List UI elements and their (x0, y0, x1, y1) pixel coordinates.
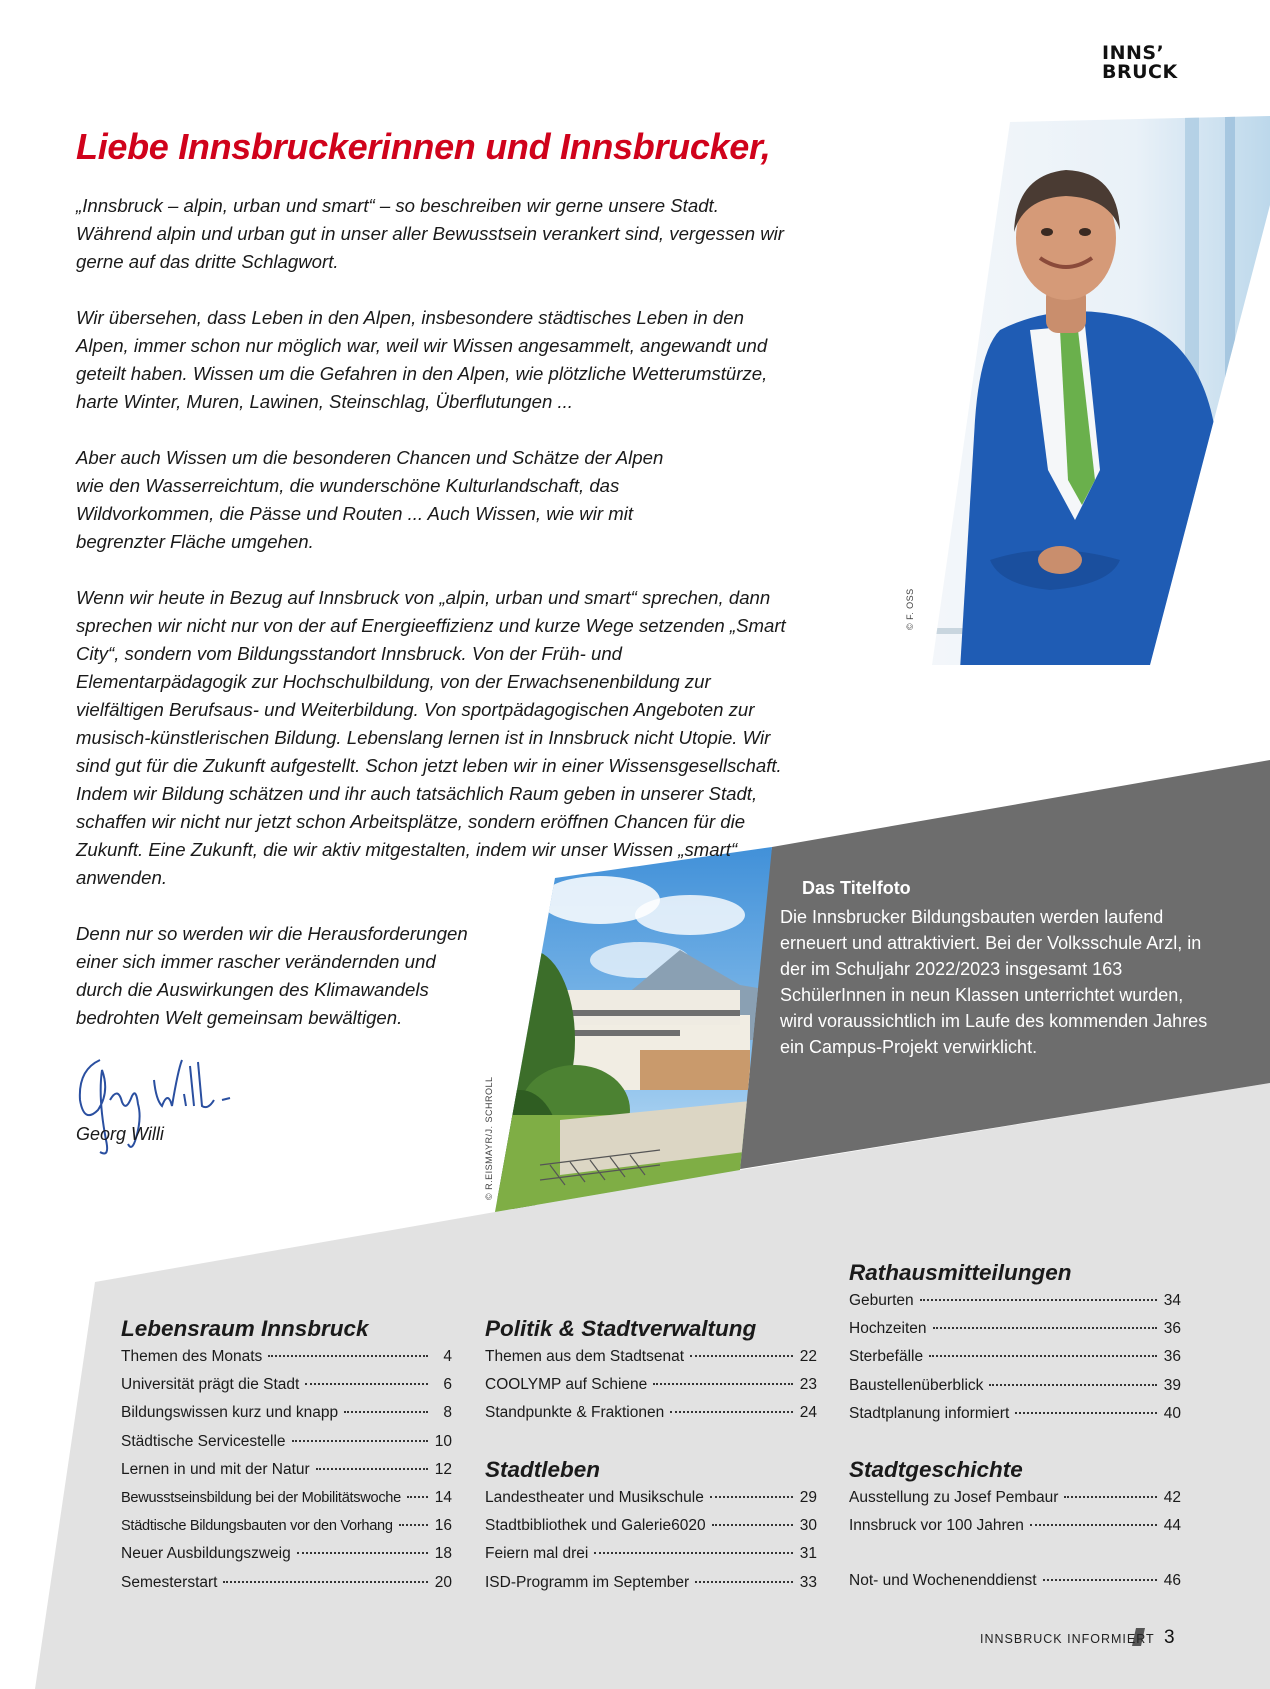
logo-line-1: INNS’ (1102, 42, 1165, 64)
toc-dots (690, 1355, 793, 1357)
toc-dots (712, 1524, 793, 1526)
toc-dots (1030, 1524, 1157, 1526)
toc-entry-page: 31 (799, 1545, 817, 1563)
toc-entry-label: Bewusstseinsbildung bei der Mobilitätswoche (121, 1489, 401, 1506)
toc-dots (695, 1581, 793, 1583)
toc-entry-label: Baustellenüberblick (849, 1376, 984, 1394)
toc-section-rathaus (849, 1260, 1181, 1433)
toc-dots (399, 1524, 428, 1526)
toc-entry[interactable] (121, 1517, 452, 1545)
toc-entry-page: 14 (434, 1488, 452, 1506)
toc-entry[interactable] (849, 1572, 1181, 1600)
innsbruck-logo (1102, 44, 1178, 82)
toc-dots (292, 1440, 428, 1442)
toc-dots (268, 1355, 428, 1357)
toc-section-geschichte (849, 1457, 1181, 1545)
toc-heading: Stadtleben (485, 1457, 601, 1482)
toc-entry-page: 6 (443, 1376, 452, 1394)
toc-entry-page: 23 (799, 1376, 817, 1394)
toc-dots (1043, 1579, 1157, 1581)
toc-entry-page: 16 (434, 1517, 452, 1535)
toc-entry[interactable] (485, 1489, 817, 1517)
toc-entry-page: 8 (443, 1404, 452, 1422)
toc-entry-label: ISD-Programm im September (485, 1573, 690, 1591)
toc-entry[interactable] (121, 1461, 452, 1489)
toc-dots (305, 1383, 428, 1385)
toc-entry-label: Bildungswissen kurz und knapp (121, 1404, 339, 1422)
toc-dots (989, 1384, 1157, 1386)
toc-entry[interactable] (121, 1404, 452, 1432)
toc-entry-label: Neuer Ausbildungszweig (121, 1545, 291, 1563)
toc-entry-label: Landestheater und Musikschule (485, 1489, 704, 1506)
toc-entry-label: Innsbruck vor 100 Jahren (849, 1517, 1024, 1535)
toc-section-extra (849, 1572, 1181, 1600)
toc-dots (1064, 1496, 1157, 1498)
toc-entry[interactable] (121, 1376, 452, 1404)
toc-entry-label: Standpunkte & Fraktionen (485, 1404, 665, 1422)
toc-section-stadtleben (485, 1457, 817, 1602)
toc-dots (710, 1496, 793, 1498)
toc-heading: Politik & Stadtverwaltung (485, 1316, 757, 1341)
toc-entry-label: COOLYMP auf Schiene (485, 1376, 648, 1394)
toc-entry[interactable] (849, 1348, 1181, 1376)
letter-paragraph-5: Denn nur so werden wir die Herausforderungen einer sich immer rascher verändernden und durch die Auswirkungen des Klimawandels bedrohten Welt gemeinsam bewältigen. (76, 923, 468, 1028)
toc-dots (223, 1581, 428, 1583)
letter-paragraph-2: Wir übersehen, dass Leben in den Alpen, insbesondere städtisches Leben in den Alpen, immer schon nur möglich war, weil wir Wissen angesammelt, angewandt und geteilt haben. Wissen um die Gefahren in den Alpen, wie plötzliche Wetterumstürze, harte Winter, Muren, Lawinen, Steinschlag, Überflutungen ... (76, 307, 768, 412)
toc-entry-label: Städtische Bildungsbauten vor den Vorhang (121, 1518, 393, 1535)
toc-entry[interactable] (485, 1574, 817, 1602)
toc-entry-label: Stadtplanung informiert (849, 1404, 1010, 1422)
toc-heading: Rathausmitteilungen (849, 1260, 1072, 1285)
toc-dots (297, 1552, 428, 1554)
toc-entry[interactable] (121, 1545, 452, 1573)
toc-entry[interactable] (849, 1405, 1181, 1433)
toc-entry-page: 44 (1163, 1517, 1181, 1535)
toc-entry[interactable] (485, 1404, 817, 1432)
toc-entry-page: 36 (1163, 1348, 1181, 1366)
school-photo-credit: © R.EISMAYR/J. SCHROLL (484, 1076, 494, 1200)
toc-entry-page: 12 (434, 1460, 452, 1478)
toc-entry-page: 24 (799, 1404, 817, 1422)
toc-dots (670, 1411, 793, 1413)
toc-heading: Stadtgeschichte (849, 1457, 1023, 1482)
toc-entry[interactable] (121, 1433, 452, 1461)
toc-entry[interactable] (121, 1574, 452, 1602)
toc-entry[interactable] (849, 1517, 1181, 1545)
toc-section-politik (485, 1316, 817, 1433)
toc-entry-page: 20 (434, 1573, 452, 1591)
toc-entry-page: 4 (443, 1348, 452, 1365)
toc-entry-page: 22 (799, 1348, 817, 1365)
toc-entry[interactable] (121, 1348, 452, 1376)
letter-paragraph-3: Aber auch Wissen um die besonderen Chancen und Schätze der Alpen wie den Wasserreichtum, die wunderschöne Kulturlandschaft, das Wildvorkommen, die Pässe und Routen ... Auch Wissen, wie wir mit begrenzter Fläche umgehen. (76, 447, 664, 552)
caption-title: Das Titelfoto (802, 878, 911, 898)
toc-entry-label: Städtische Servicestelle (121, 1432, 286, 1450)
toc-entry-label: Lernen in und mit der Natur (121, 1460, 310, 1478)
toc-entry-page: 34 (1163, 1292, 1181, 1309)
toc-entry[interactable] (849, 1377, 1181, 1405)
toc-entry-page: 40 (1163, 1404, 1181, 1422)
toc-dots (594, 1552, 793, 1554)
toc-entry-label: Stadtbibliothek und Galerie6020 (485, 1517, 706, 1535)
toc-entry-page: 42 (1163, 1489, 1181, 1506)
toc-entry[interactable] (849, 1292, 1181, 1320)
toc-entry[interactable] (485, 1545, 817, 1573)
toc-entry-label: Sterbefälle (849, 1348, 924, 1366)
toc-entry-page: 30 (799, 1517, 817, 1535)
toc-entry-label: Hochzeiten (849, 1320, 927, 1338)
toc-heading: Lebensraum Innsbruck (121, 1316, 369, 1341)
footer-label: INNSBRUCK INFORMIERT (980, 1632, 1155, 1646)
toc-entry-label: Geburten (849, 1292, 914, 1309)
toc-dots (920, 1299, 1157, 1301)
toc-entry-page: 39 (1163, 1376, 1181, 1394)
toc-entry-label: Universität prägt die Stadt (121, 1376, 300, 1394)
toc-entry[interactable] (485, 1376, 817, 1404)
toc-entry[interactable] (485, 1517, 817, 1545)
toc-entry-label: Themen des Monats (121, 1348, 263, 1365)
toc-dots (1015, 1412, 1157, 1414)
toc-entry-label: Themen aus dem Stadtsenat (485, 1348, 685, 1365)
page-heading: Liebe Innsbruckerinnen und Innsbrucker, (76, 126, 771, 167)
toc-dots (407, 1496, 428, 1498)
toc-entry-page: 18 (434, 1545, 452, 1563)
toc-entry[interactable] (849, 1489, 1181, 1517)
editorial-letter (76, 192, 796, 1032)
toc-entry[interactable] (485, 1348, 817, 1376)
letter-paragraph-4: Wenn wir heute in Bezug auf Innsbruck von „alpin, urban und smart“ sprechen, dann sprechen wir nicht nur von der auf Energieeffizienz und kurze Wege setzenden „Smart City“, sondern vom Bildungsstandort Innsbruck. Von der Früh- und Elementarpädagogik zur Hochschulbildung, von der Erwachsenenbildung zur vielfältigen Berufsaus- und Weiterbildung. Von sportpädagogischen Angeboten zur musisch-künstlerischen Bildung. Lebenslang lernen ist in Innsbruck nicht Utopie. Wir sind gut für die Zukunft aufgestellt. Schon jetzt leben wir in einer Wissensgesellschaft. Indem wir Bildung schätzen und ihr auch tatsächlich Raum geben in unserer Stadt, schaffen wir nicht nur jetzt schon Arbeitsplätze, sondern eröffnen Chancen für die Zukunft. Eine Zukunft, die wir aktiv mitgestalten, indem wir unser Wissen „smart“ anwenden. (76, 587, 786, 888)
toc-entry-page: 33 (799, 1573, 817, 1591)
toc-entry-label: Feiern mal drei (485, 1545, 589, 1563)
toc-entry-label: Not- und Wochenenddienst (849, 1572, 1037, 1589)
toc-entry-page: 46 (1163, 1572, 1181, 1589)
toc-dots (344, 1411, 428, 1413)
toc-entry-page: 10 (434, 1432, 452, 1450)
toc-section-lebensraum (121, 1316, 452, 1602)
portrait-photo (920, 110, 1270, 670)
letter-paragraph-1: „Innsbruck – alpin, urban und smart“ – so beschreiben wir gerne unsere Stadt. Während alpin und urban gut in unser aller Bewusstsein verankert sind, vergessen wir gerne auf das dritte Schlagwort. (76, 195, 784, 272)
toc-dots (933, 1327, 1157, 1329)
signer-name: Georg Willi (76, 1124, 164, 1144)
toc-entry-label: Ausstellung zu Josef Pembaur (849, 1489, 1059, 1506)
toc-entry-page: 29 (799, 1489, 817, 1506)
toc-dots (653, 1383, 793, 1385)
toc-dots (929, 1355, 1157, 1357)
toc-entry-label: Semesterstart (121, 1573, 218, 1591)
portrait-credit: © F. OSS (905, 588, 915, 630)
toc-entry[interactable] (849, 1320, 1181, 1348)
toc-dots (316, 1468, 428, 1470)
caption-text: Die Innsbrucker Bildungsbauten werden laufend erneuert und attraktiviert. Bei der Volksschule Arzl, in der im Schuljahr 2022/2023 insgesamt 163 SchülerInnen in neun Klassen unterrichtet wurden, wird voraussichtlich im Laufe des kommenden Jahres ein Campus-Projekt verwirklicht. (780, 907, 1208, 1057)
toc-entry[interactable] (121, 1489, 452, 1517)
toc-entry-page: 36 (1163, 1320, 1181, 1338)
logo-line-2: BRUCK (1102, 61, 1178, 83)
page-number: 3 (1164, 1627, 1175, 1648)
